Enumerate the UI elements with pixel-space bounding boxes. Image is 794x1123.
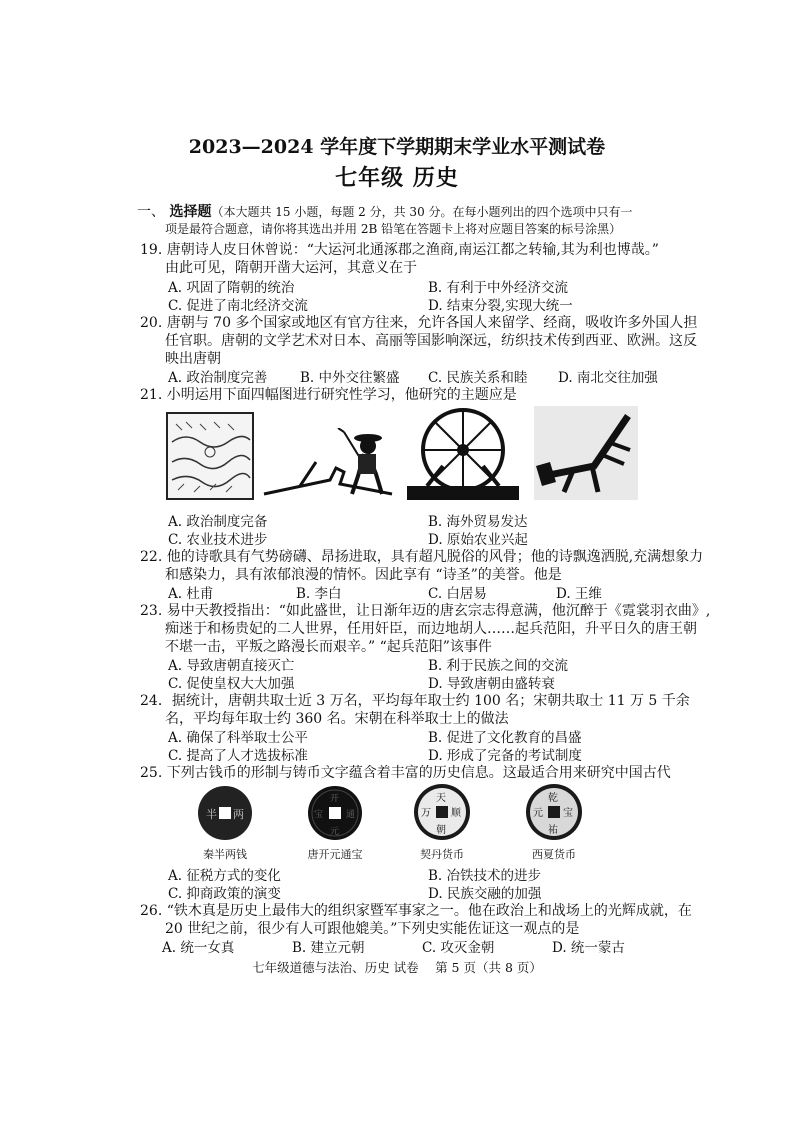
coin-2-char-4: 宝 — [314, 810, 324, 820]
q24-line-2: 名，平均每年取士约 360 名。宋朝在科举取士上的做法 — [165, 711, 509, 727]
kaiyuan-tongbao-coin-image — [306, 784, 364, 842]
q19-line-1: 19. 唐朝诗人皮日休曾说：“大运河北通涿郡之渔商,南运江都之转输,其为利也博哉。” — [140, 242, 659, 258]
western-xia-coin-image — [524, 782, 584, 842]
coin-caption-4: 西夏货币 — [532, 848, 576, 861]
khitan-coin-image — [412, 782, 472, 842]
q22-option-b: B. 李白 — [296, 586, 342, 602]
section-desc-1: （本大题共 15 小题，每题 2 分，共 30 分。在每小题列出的四个选项中只有一 — [211, 205, 633, 219]
coin-2-char-1: 开 — [330, 794, 340, 804]
coin-1-char-1: 半 — [206, 808, 217, 821]
q23-option-a: A. 导致唐朝直接灭亡 — [168, 658, 295, 674]
coin-2-char-2: 元 — [330, 827, 340, 837]
q25-option-a: A. 征税方式的变化 — [168, 868, 281, 884]
q19-line-2: 由此可见，隋朝开凿大运河，其意义在于 — [165, 260, 417, 276]
q24-option-a: A. 确保了科举取士公平 — [168, 730, 308, 746]
q23-line-1: 23. 易中天教授指出：“如此盛世，让日渐年迈的唐玄宗志得意满，他沉醉于《霓裳羽衣曲》, — [140, 603, 711, 619]
coin-4-char-2: 祐 — [548, 825, 558, 836]
coin-4-char-1: 乾 — [548, 793, 558, 804]
waterwheel-image — [407, 406, 519, 500]
section-desc-2: 项是最符合题意，请你将其选出并用 2B 铅笔在答题卡上将对应题目答案的标号涂黑） — [165, 222, 622, 236]
q21-option-c: C. 农业技术进步 — [168, 532, 268, 548]
q19-option-d: D. 结束分裂,实现大统一 — [428, 298, 573, 314]
q26-option-d: D. 统一蒙古 — [552, 940, 625, 956]
exam-title: 2023—2024 学年度下学期期末学业水平测试卷 — [188, 136, 606, 158]
section-header — [137, 201, 633, 221]
q23-line-3: 不堪一击，平叛之路漫长而艰辛。” “起兵范阳”该事件 — [165, 639, 492, 655]
coin-3-char-3: 万 — [421, 808, 431, 819]
coin-3-char-4: 顺 — [451, 808, 461, 819]
q26-line-1: 26. “铁木真是历史上最伟大的组织家暨军事家之一。他在政治上和战场上的光辉成就，在 — [140, 903, 692, 919]
q24-option-c: C. 提高了人才选拔标准 — [168, 748, 308, 764]
q20-line-2: 任官职。唐朝的文学艺术对日本、高丽等国影响深远，纺织技术传到西亚、欧洲。这反 — [165, 333, 697, 349]
q22-line-2: 和感染力，具有浓郁浪漫的情怀。因此享有 “诗圣”的美誉。他是 — [165, 567, 562, 583]
q24-line-1: 24．据统计，唐朝共取士近 3 万名，平均每年取士约 100 名；宋朝共取士 11 万 5 千余 — [140, 693, 690, 709]
q25-option-d: D. 民族交融的加强 — [428, 886, 542, 902]
q22-option-a: A. 杜甫 — [168, 586, 214, 602]
q26-option-b: B. 建立元朝 — [292, 940, 365, 956]
q21-option-d: D. 原始农业兴起 — [428, 532, 528, 548]
q20-option-b: B. 中外交往繁盛 — [300, 370, 400, 386]
ancient-field-map-image — [166, 412, 254, 500]
coin-4-char-3: 元 — [533, 808, 543, 819]
section-name: 选择题 — [169, 204, 212, 220]
q21-option-a: A. 政治制度完备 — [168, 514, 268, 530]
q20-option-a: A. 政治制度完善 — [168, 370, 268, 386]
q20-option-d: D. 南北交往加强 — [558, 370, 658, 386]
farmer-plough-image — [260, 428, 400, 500]
coin-4-char-4: 宝 — [563, 808, 573, 819]
q20-line-1: 20. 唐朝与 70 多个国家或地区有官方往来，允许各国人来留学、经商，吸收许多外国人担 — [140, 315, 698, 331]
q23-option-c: C. 促使皇权大大加强 — [168, 676, 295, 692]
coin-caption-2: 唐开元通宝 — [307, 848, 363, 861]
q23-option-d: D. 导致唐朝由盛转衰 — [428, 676, 555, 692]
exam-subject: 七年级 历史 — [335, 165, 459, 191]
coin-1-char-2: 两 — [233, 808, 244, 821]
q23-option-b: B. 利于民族之间的交流 — [428, 658, 569, 674]
q26-option-c: C. 攻灭金朝 — [422, 940, 495, 956]
page-footer: 七年级道德与法治、历史 试卷 第 5 页（共 8 页） — [252, 960, 542, 975]
q22-line-1: 22. 他的诗歌具有气势磅礴、昂扬进取，具有超凡脱俗的风骨；他的诗飘逸洒脱,充满想象力 — [140, 549, 704, 565]
q19-option-a: A. 巩固了隋朝的统治 — [168, 280, 295, 296]
q25-line-1: 25. 下列古钱币的形制与铸币文字蕴含着丰富的历史信息。这最适合用来研究中国古代 — [140, 765, 671, 781]
coin-3-char-2: 朝 — [436, 825, 446, 836]
q23-line-2: 痴迷于和杨贵妃的二人世界，任用奸臣，而边地胡人……起兵范阳，升平日久的唐王朝 — [165, 621, 697, 637]
coin-3-char-1: 天 — [436, 793, 446, 804]
q24-option-d: D. 形成了完备的考试制度 — [428, 748, 582, 764]
q21-option-b: B. 海外贸易发达 — [428, 514, 528, 530]
q21-line-1: 21. 小明运用下面四幅图进行研究性学习，他研究的主题应是 — [140, 387, 517, 403]
q20-option-c: C. 民族关系和睦 — [428, 370, 528, 386]
q19-option-c: C. 促进了南北经济交流 — [168, 298, 308, 314]
q26-option-a: A. 统一女真 — [162, 940, 235, 956]
q20-line-3: 映出唐朝 — [165, 351, 221, 367]
q26-line-2: 20 世纪之前，很少有人可跟他媲美。”下列史实能佐证这一观点的是 — [165, 921, 580, 937]
qin-banliang-coin-image — [196, 784, 254, 842]
q25-option-b: B. 冶铁技术的进步 — [428, 868, 542, 884]
q22-option-d: D. 王维 — [556, 586, 602, 602]
coin-caption-1: 秦半两钱 — [203, 848, 247, 861]
q25-option-c: C. 抑商政策的演变 — [168, 886, 281, 902]
coin-caption-3: 契丹货币 — [420, 848, 464, 861]
q19-option-b: B. 有利于中外经济交流 — [428, 280, 569, 296]
coin-2-char-3: 通 — [346, 810, 356, 820]
q24-option-b: B. 促进了文化教育的昌盛 — [428, 730, 582, 746]
curved-plough-image — [534, 406, 638, 500]
section-number: 一、 — [137, 204, 165, 220]
q22-option-c: C. 白居易 — [428, 586, 487, 602]
